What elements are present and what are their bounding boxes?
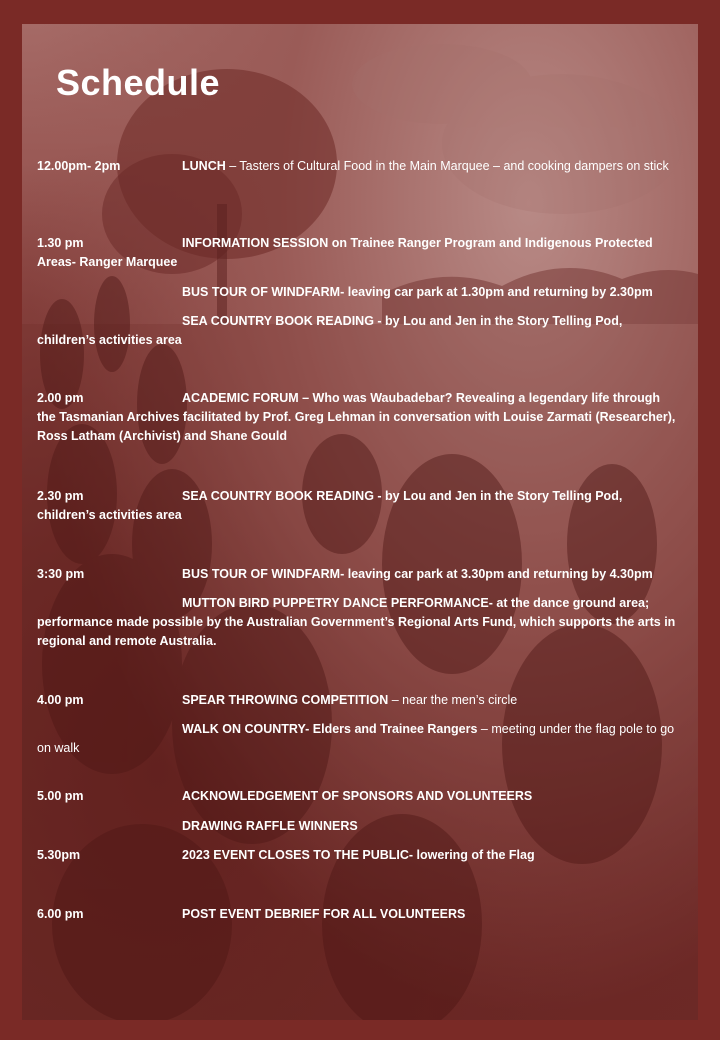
schedule-row — [37, 817, 677, 836]
schedule-row — [37, 594, 677, 651]
row-text — [37, 905, 677, 924]
row-heading: SEA COUNTRY BOOK READING - by Lou and Jen in the Story Telling Pod, children’s activities area — [37, 489, 623, 522]
row-text — [37, 817, 677, 836]
row-heading: INFORMATION SESSION on Trainee Ranger Program and Indigenous Protected Areas- Ranger Marquee — [37, 236, 653, 269]
schedule-row — [37, 312, 677, 350]
row-text — [37, 312, 677, 350]
row-time: 12.00pm- 2pm — [37, 159, 121, 173]
row-text — [37, 846, 677, 865]
row-description: – meeting under the flag pole to go on walk — [37, 722, 675, 755]
row-text — [37, 389, 677, 446]
row-heading: WALK ON COUNTRY- Elders and Trainee Rangers — [182, 722, 478, 736]
schedule-row — [37, 905, 677, 924]
row-description: – Tasters of Cultural Food in the Main Marquee – and cooking dampers on stick — [225, 159, 669, 173]
row-text — [37, 157, 677, 176]
row-text — [37, 691, 677, 710]
row-text — [37, 565, 677, 584]
row-heading: BUS TOUR OF WINDFARM- leaving car park at 3.30pm and returning by 4.30pm — [182, 567, 653, 581]
schedule-row — [37, 565, 677, 584]
row-time: 5.00 pm — [37, 789, 84, 803]
schedule-row — [37, 487, 677, 525]
schedule-row — [37, 157, 677, 176]
schedule-panel — [22, 24, 698, 1020]
row-time: 4.00 pm — [37, 693, 84, 707]
row-heading: ACKNOWLEDGEMENT OF SPONSORS AND VOLUNTEERS — [182, 789, 533, 803]
row-time: 5.30pm — [37, 848, 81, 862]
row-heading: LUNCH — [182, 159, 226, 173]
schedule-row — [37, 720, 677, 758]
row-text — [37, 594, 677, 651]
row-time: 2.30 pm — [37, 489, 84, 503]
row-time: 6.00 pm — [37, 907, 84, 921]
schedule-row — [37, 787, 677, 806]
row-time: 1.30 pm — [37, 236, 84, 250]
row-text — [37, 283, 677, 302]
row-text — [37, 720, 677, 758]
row-heading: MUTTON BIRD PUPPETRY DANCE PERFORMANCE- at the dance ground area; performance made possible by the Australian Government’s Regional Arts Fund, which supports the arts in regional and remote Australia. — [37, 596, 676, 648]
schedule-row — [37, 846, 677, 865]
schedule-row — [37, 389, 677, 446]
row-heading: SEA COUNTRY BOOK READING - by Lou and Jen in the Story Telling Pod, children’s activities area — [37, 314, 623, 347]
row-time: 2.00 pm — [37, 391, 84, 405]
page-title: Schedule — [56, 62, 221, 103]
schedule-row — [37, 234, 677, 272]
row-text — [37, 234, 677, 272]
row-text — [37, 787, 677, 806]
row-time: 3:30 pm — [37, 567, 85, 581]
row-description: – near the men’s circle — [388, 693, 518, 707]
row-heading: 2023 EVENT CLOSES TO THE PUBLIC- lowering of the Flag — [182, 848, 535, 862]
schedule-row — [37, 283, 677, 302]
row-text — [37, 487, 677, 525]
row-heading: DRAWING RAFFLE WINNERS — [182, 819, 358, 833]
schedule-row — [37, 691, 677, 710]
row-heading: POST EVENT DEBRIEF FOR ALL VOLUNTEERS — [182, 907, 466, 921]
row-heading: ACADEMIC FORUM – Who was Waubadebar? Revealing a legendary life through the Tasmanian Archives facilitated by Prof. Greg Lehman in conversation with Louise Zarmati (Researcher), Ross Latham (Archivist) and Shane Gould — [37, 391, 676, 443]
row-heading: SPEAR THROWING COMPETITION — [182, 693, 389, 707]
row-heading: BUS TOUR OF WINDFARM- leaving car park at 1.30pm and returning by 2.30pm — [182, 285, 653, 299]
